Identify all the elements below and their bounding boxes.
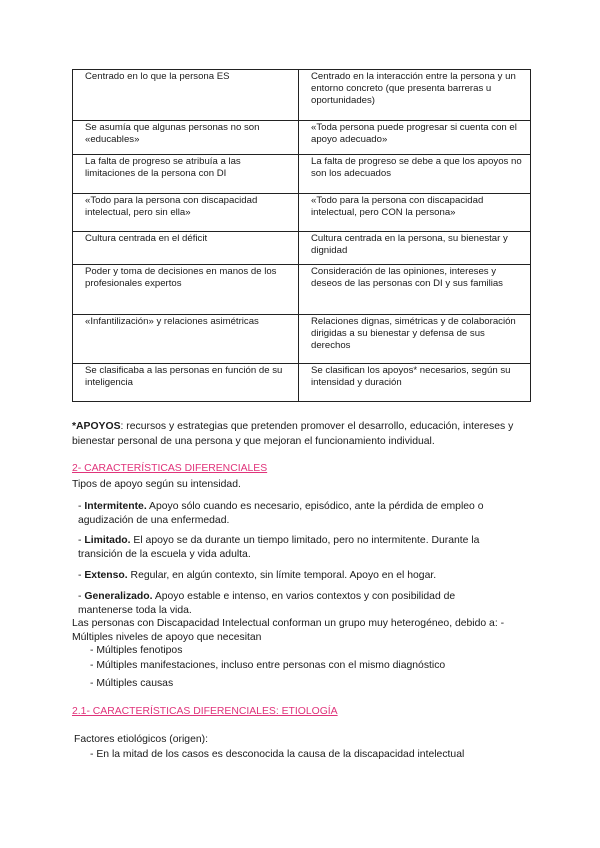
table-row [73,121,531,155]
table-cell-old-model: Centrado en lo que la persona ES [73,70,299,121]
cause-item: - Múltiples fenotipos [90,645,183,656]
section-2-heading: 2- CARACTERÍSTICAS DIFERENCIALES [72,463,268,474]
support-type-item: - Generalizado. Apoyo estable e intenso, en varios contextos y con posibilidad de mantenerse toda la vida. [78,591,456,616]
support-type-item: - Extenso. Regular, en algún contexto, sin límite temporal. Apoyo en el hogar. [78,570,437,581]
heterogeneous-group-text: Las personas con Discapacidad Intelectual conforman un grupo muy heterogéneo, debido a: - Múltiples niveles de apoyo que necesitan [72,618,505,643]
table-cell-new-model: Se clasifican los apoyos* necesarios, según su intensidad y duración [299,364,531,402]
apoyos-definition: : recursos y estrategias que pretenden promover el desarrollo, educación, intereses y bienestar personal de una persona y que mejoran el funcionamiento individual. [72,421,514,447]
table-cell-old-model: Se asumía que algunas personas no son «educables» [73,121,299,155]
table-cell-old-model: «Todo para la persona con discapacidad intelectual, pero sin ella» [73,194,299,232]
support-type-item: - Intermitente. Apoyo sólo cuando es necesario, episódico, ante la pérdida de empleo o agudización de una enfermedad. [78,501,484,526]
section-2-1-intro: Factores etiológicos (origen): [74,734,208,745]
table-row [73,315,531,364]
section-2-intro: Tipos de apoyo según su intensidad. [72,479,241,490]
apoyos-note [72,419,532,449]
table-cell-new-model: Centrado en la interacción entre la persona y un entorno concreto (que presenta barreras u oportunidades) [299,70,531,121]
table-row [73,155,531,194]
apoyos-term: *APOYOS [72,421,121,432]
table-row [73,70,531,121]
table-cell-new-model: «Todo para la persona con discapacidad intelectual, pero CON la persona» [299,194,531,232]
table-cell-old-model: La falta de progreso se atribuía a las limitaciones de la persona con DI [73,155,299,194]
support-type-term: Generalizado. [84,591,153,602]
table-row [73,364,531,402]
table-row [73,194,531,232]
support-type-text: Regular, en algún contexto, sin límite temporal. Apoyo en el hogar. [127,570,437,581]
table-cell-new-model: «Toda persona puede progresar si cuenta con el apoyo adecuado» [299,121,531,155]
table-cell-new-model: Consideración de las opiniones, intereses y deseos de las personas con DI y sus familias [299,265,531,315]
support-type-term: Intermitente. [84,501,147,512]
section-2-1-heading: 2.1- CARACTERÍSTICAS DIFERENCIALES: ETIOLOGÍA [72,706,338,717]
table-cell-new-model: Cultura centrada en la persona, su bienestar y dignidad [299,232,531,265]
etiology-item: - En la mitad de los casos es desconocida la causa de la discapacidad intelectual [90,749,465,760]
table-cell-old-model: «Infantilización» y relaciones asimétricas [73,315,299,364]
support-type-text: El apoyo se da durante un tiempo limitado, pero no intermitente. Durante la transición de la escuela y vida adulta. [78,535,480,560]
table-cell-old-model: Poder y toma de decisiones en manos de los profesionales expertos [73,265,299,315]
table-cell-new-model: Relaciones dignas, simétricas y de colaboración dirigidas a su bienestar y defensa de sus derechos [299,315,531,364]
support-type-term: Extenso. [84,570,128,581]
support-type-text: Apoyo estable e intenso, en varios contextos y con posibilidad de mantenerse toda la vida. [78,591,456,616]
table-row [73,265,531,315]
support-type-term: Limitado. [84,535,131,546]
table-cell-new-model: La falta de progreso se debe a que los apoyos no son los adecuados [299,155,531,194]
cause-item: - Múltiples manifestaciones, incluso entre personas con el mismo diagnóstico [90,660,446,671]
comparison-table [72,69,531,402]
support-type-text: Apoyo sólo cuando es necesario, episódico, ante la pérdida de empleo o agudización de una enfermedad. [78,501,484,526]
support-type-item: - Limitado. El apoyo se da durante un tiempo limitado, pero no intermitente. Durante la transición de la escuela y vida adulta. [78,535,480,560]
table-row [73,232,531,265]
table-cell-old-model: Se clasificaba a las personas en función de su inteligencia [73,364,299,402]
table-cell-old-model: Cultura centrada en el déficit [73,232,299,265]
cause-item: - Múltiples causas [90,678,174,689]
